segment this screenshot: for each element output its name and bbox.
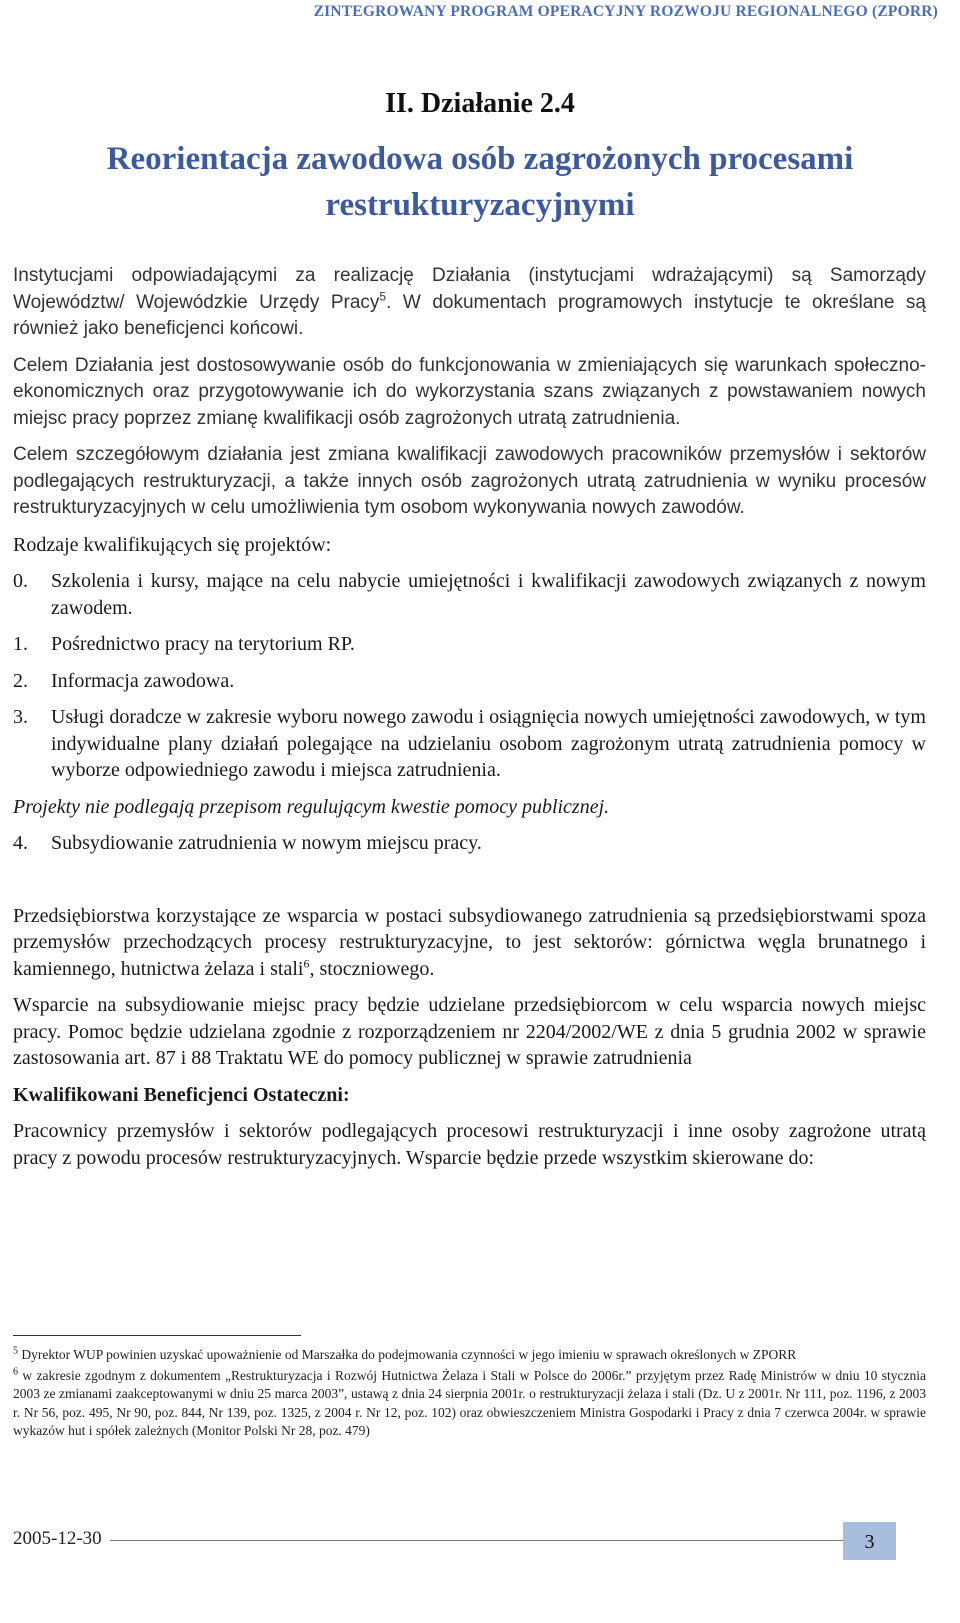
list-number: 0.	[13, 570, 28, 592]
list-item	[13, 668, 926, 695]
document-title: Reorientacja zawodowa osób zagrożonych procesami restrukturyzacyjnymi	[106, 141, 854, 223]
page-number: 3	[843, 1522, 896, 1560]
running-header: ZINTEGROWANY PROGRAM OPERACYJNY ROZWOJU REGIONALNEGO (ZPORR)	[313, 3, 938, 20]
paragraph-support: Wsparcie na subsydiowanie miejsc pracy będzie udzielane przedsiębiorcom w celu wsparcia nowych miejsc pracy. Pomoc będzie udzielana zgodnie z rozporządzeniem nr 2204/2002/WE z dnia 5 grudnia 2002 w sprawie zastosowania art. 87 i 88 Traktatu WE do pomocy publicznej w sprawie zatrudnienia	[13, 994, 926, 1069]
list-item	[13, 830, 926, 857]
list-text: Informacja zawodowa.	[51, 669, 235, 692]
list-number: 3.	[13, 706, 28, 728]
list-number: 1.	[13, 633, 28, 655]
projects-heading: Rodzaje kwalifikujących się projektów:	[13, 533, 332, 556]
footnote-text: Dyrektor WUP powinien uzyskać upoważnienie od Marszałka do podejmowania czynności w jego imieniu w sprawach określonych w ZPORR	[18, 1347, 797, 1362]
list-text: Szkolenia i kursy, mające na celu nabycie umiejętności i kwalifikacji zawodowych związanych z nowym zawodem.	[51, 570, 926, 619]
footer-date: 2005-12-30	[13, 1528, 102, 1549]
section-heading: II. Działanie 2.4	[385, 88, 575, 119]
footnote-ref-5[interactable]: 5	[379, 289, 387, 304]
paragraph-specific-goal: Celem szczegółowym działania jest zmiana kwalifikacji zawodowych pracowników przemysłów i sektorów podlegających restrukturyzacji, a także innych osób zagrożonych utratą zatrudnienia w wyniku procesów restrukturyzacyjnych w celu umożliwienia tym osobom wykonywania nowych zawodów.	[13, 444, 926, 518]
list-text: Usługi doradcze w zakresie wyboru nowego zawodu i osiągnięcia nowych umiejętności zawodowych, w tym indywidualne plany działań polegające na udzielaniu osobom zagrożonym utratą zatrudnienia pomocy w wyborze odpowiedniego zawodu i miejsca zatrudnienia.	[51, 706, 926, 781]
vertical-spacer	[13, 867, 926, 903]
paragraph-institutions	[13, 263, 926, 343]
beneficiaries-heading: Kwalifikowani Beneficjenci Ostateczni:	[13, 1083, 350, 1106]
list-text: Pośrednictwo pracy na terytorium RP.	[51, 633, 355, 655]
paragraph-beneficiaries: Pracownicy przemysłów i sektorów podlegających procesowi restrukturyzacji i inne osoby zagrożone utratą pracy z powodu procesów restrukturyzacyjnych. Wsparcie będzie przede wszystkim skierowane do:	[13, 1120, 926, 1169]
paragraph-goal: Celem Działania jest dostosowywanie osób do funkcjonowania w zmieniających się warunkach społeczno-ekonomicznych oraz przygotowywanie ich do wykorzystania szans związanych z powstawaniem nowych miejsc pracy poprzez zmianę kwalifikacji osób zagrożonych utratą zatrudnienia.	[13, 354, 926, 429]
list-number: 2.	[13, 669, 28, 692]
paragraph-enterprises	[13, 903, 926, 983]
paragraph-text: Przedsiębiorstwa korzystające ze wsparcia w postaci subsydiowanego zatrudnienia są przedsiębiorstwami spoza przemysłów przechodzących procesy restrukturyzacyjne, to jest sektorów: górnictwa węgla brunatnego i kamiennego, hutnictwa żelaza i stali	[13, 904, 926, 980]
italic-note: Projekty nie podlegają przepisom regulującym kwestie pomocy publicznej.	[13, 795, 610, 818]
footer-rule	[110, 1540, 845, 1541]
footnote-number: 5	[13, 1345, 18, 1357]
list-item	[13, 568, 926, 621]
footnote-separator	[13, 1335, 301, 1336]
footnote-ref-6[interactable]: 6	[303, 955, 310, 970]
footnote-5	[13, 1346, 926, 1365]
paragraph-text: . W dokumentach programowych instytucje te określane są również jako beneficjenci końcowi.	[13, 291, 926, 339]
paragraph-text: Instytucjami odpowiadającymi za realizację Działania (instytucjami wdrażającymi) są Samorządy Województw/ Wojewódzkie Urzędy Pracy	[13, 265, 926, 313]
list-item	[13, 631, 926, 658]
list-text: Subsydiowanie zatrudnienia w nowym miejscu pracy.	[51, 832, 482, 854]
list-item	[13, 704, 926, 784]
body-text	[13, 263, 926, 1181]
paragraph-text: , stoczniowego.	[309, 957, 435, 980]
footnotes	[13, 1346, 926, 1443]
footnote-text: w zakresie zgodnym z dokumentem „Restrukturyzacja i Rozwój Hutnictwa Żelaza i Stali w Polsce do 2006r.” przyjętym przez Radę Ministrów w dniu 10 stycznia 2003 ze zmianami zaakceptowanymi w dniu 25 marca 2003”, ustawą z dnia 24 sierpnia 2001r. o restrukturyzacji żelaza i stali (Dz. U z 2001r. Nr 111, poz. 1196, z 2003 r. Nr 56, poz. 495, Nr 90, poz. 844, Nr 139, poz. 1325, z 2004 r. Nr 12, poz. 102) oraz obwieszczeniem Ministra Gospodarki i Pracy z dnia 7 czerwca 2004r. w sprawie wykazów hut i spółek zależnych (Monitor Polski Nr 28, poz. 479)	[13, 1367, 926, 1438]
list-number: 4.	[13, 832, 28, 854]
footnote-6	[13, 1367, 926, 1441]
footnote-number: 6	[13, 1366, 18, 1377]
